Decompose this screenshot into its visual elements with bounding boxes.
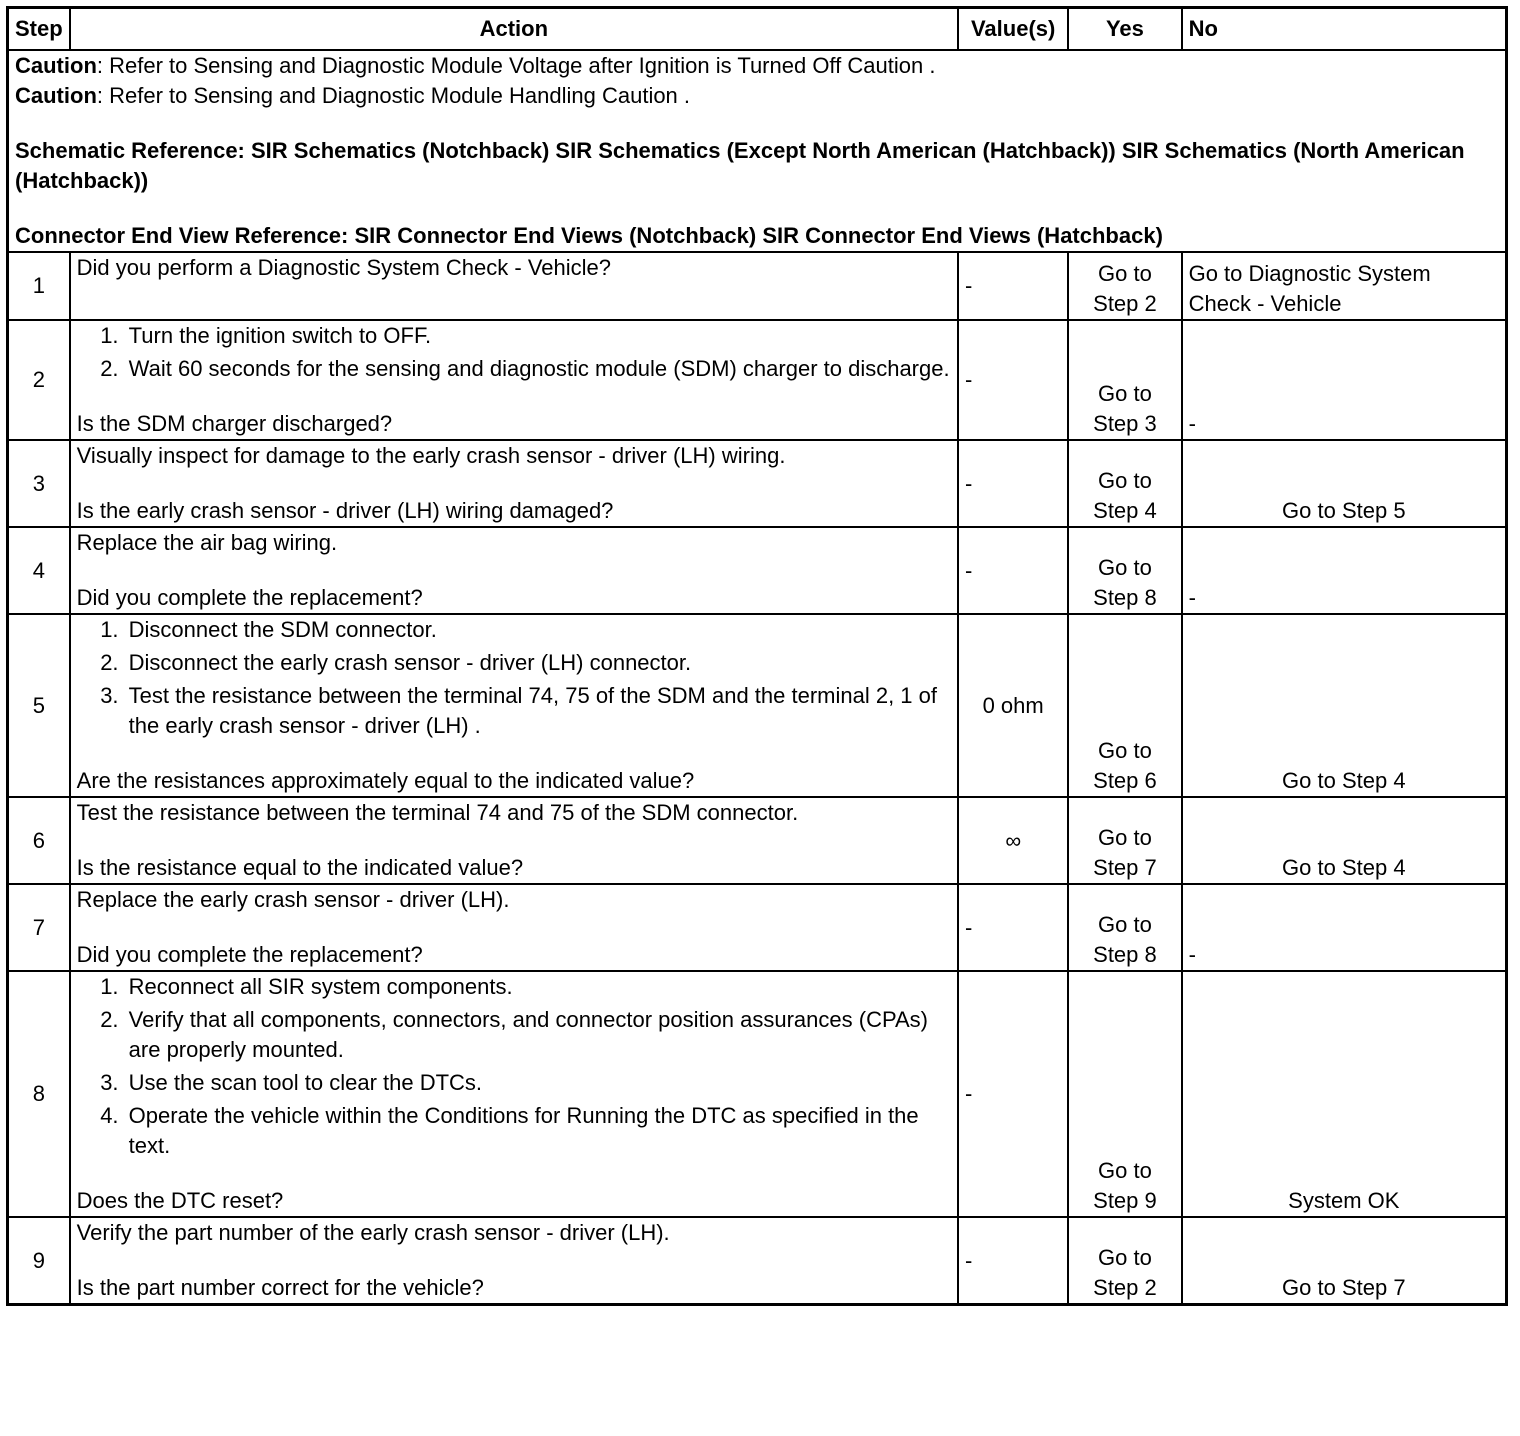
diagnostic-table [6, 6, 1508, 1306]
step-row [8, 797, 1507, 884]
header-row [8, 8, 1507, 51]
action-list-item: 4. Operate the vehicle within the Conditions for Running the DTC as specified in the text. [125, 1101, 951, 1161]
step-row [8, 252, 1507, 320]
header-values: Value(s) [958, 8, 1068, 51]
step-no: - [1182, 320, 1507, 440]
step-number: 2 [8, 320, 70, 440]
step-yes: Go to Step 3 [1068, 320, 1181, 440]
step-no: System OK [1182, 971, 1507, 1217]
step-number: 9 [8, 1217, 70, 1305]
action-list-item: 1. Turn the ignition switch to OFF. [125, 321, 951, 351]
intro-cell [8, 50, 1507, 252]
step-action [70, 1217, 958, 1305]
step-no: Go to Step 5 [1182, 440, 1507, 527]
step-yes: Go to Step 8 [1068, 527, 1181, 614]
step-yes: Go to Step 8 [1068, 884, 1181, 971]
step-row [8, 320, 1507, 440]
step-row [8, 884, 1507, 971]
step-yes: Go to Step 6 [1068, 614, 1181, 797]
action-question: Does the DTC reset? [76, 1188, 284, 1213]
step-yes: Go to Step 4 [1068, 440, 1181, 527]
intro-row [8, 50, 1507, 252]
action-list-item: 2. Disconnect the early crash sensor - driver (LH) connector. [125, 648, 951, 678]
step-number: 1 [8, 252, 70, 320]
step-yes: Go to Step 2 [1068, 252, 1181, 320]
caution-label: Caution [15, 83, 97, 108]
step-no: - [1182, 884, 1507, 971]
step-value: - [958, 527, 1068, 614]
action-list-item: 1. Reconnect all SIR system components. [125, 972, 951, 1002]
diagnostic-page [6, 6, 1508, 1306]
action-question: Is the SDM charger discharged? [76, 411, 393, 436]
step-yes: Go to Step 9 [1068, 971, 1181, 1217]
step-no: Go to Step 4 [1182, 797, 1507, 884]
header-no: No [1182, 8, 1507, 51]
header-step: Step [8, 8, 70, 51]
step-row [8, 614, 1507, 797]
action-list-item: 3. Test the resistance between the terminal 74, 75 of the SDM and the terminal 2, 1 of the early crash sensor - driver (LH) . [125, 681, 951, 741]
action-question: Did you perform a Diagnostic System Check - Vehicle? [76, 255, 611, 280]
action-question: Is the early crash sensor - driver (LH) wiring damaged? [76, 498, 614, 523]
caution-text: : Refer to Sensing and Diagnostic Module Handling Caution . [96, 83, 691, 108]
action-text: Replace the air bag wiring. [76, 530, 338, 555]
step-number: 5 [8, 614, 70, 797]
step-yes: Go to Step 7 [1068, 797, 1181, 884]
step-no: - [1182, 527, 1507, 614]
step-action [70, 527, 958, 614]
action-list [77, 321, 951, 384]
action-list-item: 3. Use the scan tool to clear the DTCs. [125, 1068, 951, 1098]
action-question: Is the part number correct for the vehicle? [76, 1275, 484, 1300]
step-row [8, 440, 1507, 527]
step-value: - [958, 1217, 1068, 1305]
step-number: 3 [8, 440, 70, 527]
step-action [70, 614, 958, 797]
action-text: Verify the part number of the early crash sensor - driver (LH). [76, 1220, 670, 1245]
step-value: - [958, 320, 1068, 440]
step-action [70, 440, 958, 527]
step-no: Go to Diagnostic System Check - Vehicle [1182, 252, 1507, 320]
header-action: Action [70, 8, 958, 51]
step-value: 0 ohm [958, 614, 1068, 797]
action-list [77, 615, 951, 741]
caution-line-2 [15, 81, 1499, 111]
schematic-reference: Schematic Reference: SIR Schematics (Notchback) SIR Schematics (Except North American (Hatchback)) SIR Schematics (North American (Hatchback)) [15, 138, 1465, 193]
caution-label: Caution [15, 53, 97, 78]
action-question: Did you complete the replacement? [76, 585, 423, 610]
step-row [8, 1217, 1507, 1305]
step-yes: Go to Step 2 [1068, 1217, 1181, 1305]
action-text: Replace the early crash sensor - driver (LH). [76, 887, 510, 912]
action-question: Is the resistance equal to the indicated value? [76, 855, 524, 880]
action-list-item: 1. Disconnect the SDM connector. [125, 615, 951, 645]
step-number: 7 [8, 884, 70, 971]
action-question: Are the resistances approximately equal to the indicated value? [76, 768, 695, 793]
step-action [70, 884, 958, 971]
action-list [77, 972, 951, 1161]
step-action [70, 797, 958, 884]
step-number: 8 [8, 971, 70, 1217]
step-action [70, 971, 958, 1217]
step-number: 4 [8, 527, 70, 614]
step-value: - [958, 252, 1068, 320]
step-value: - [958, 884, 1068, 971]
caution-line-1 [15, 51, 1499, 81]
step-no: Go to Step 7 [1182, 1217, 1507, 1305]
action-text: Test the resistance between the terminal 74 and 75 of the SDM connector. [76, 800, 799, 825]
header-yes: Yes [1068, 8, 1181, 51]
action-text: Visually inspect for damage to the early crash sensor - driver (LH) wiring. [76, 443, 786, 468]
step-value: ∞ [958, 797, 1068, 884]
step-number: 6 [8, 797, 70, 884]
action-question: Did you complete the replacement? [76, 942, 423, 967]
step-value: - [958, 440, 1068, 527]
connector-reference: Connector End View Reference: SIR Connector End Views (Notchback) SIR Connector End Views (Hatchback) [15, 223, 1163, 248]
step-no: Go to Step 4 [1182, 614, 1507, 797]
step-action [70, 320, 958, 440]
caution-text: : Refer to Sensing and Diagnostic Module Voltage after Ignition is Turned Off Caution . [96, 53, 936, 78]
step-action [70, 252, 958, 320]
step-row [8, 527, 1507, 614]
action-list-item: 2. Verify that all components, connectors, and connector position assurances (CPAs) are properly mounted. [125, 1005, 951, 1065]
step-row [8, 971, 1507, 1217]
step-value: - [958, 971, 1068, 1217]
action-list-item: 2. Wait 60 seconds for the sensing and diagnostic module (SDM) charger to discharge. [125, 354, 951, 384]
